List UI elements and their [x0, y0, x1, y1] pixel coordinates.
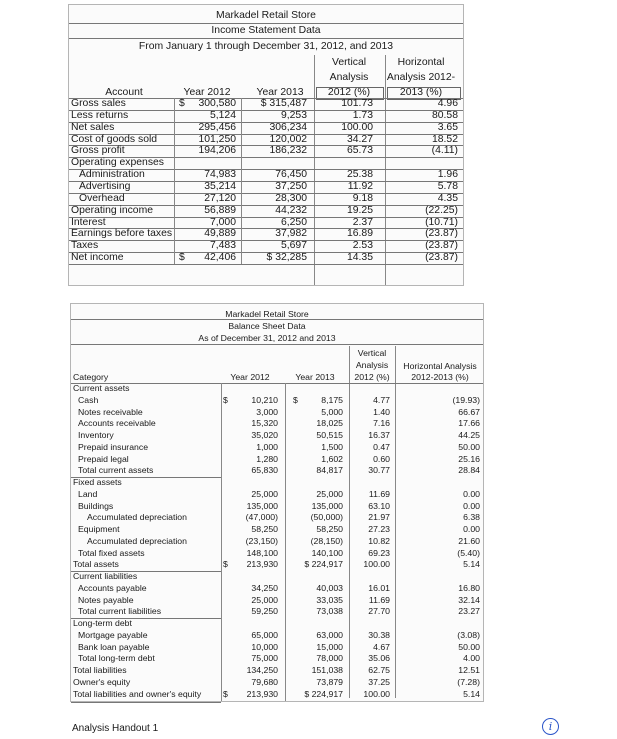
is-cell-horizontal: 80.58 — [431, 109, 458, 121]
is-cell-vertical: 1.73 — [352, 109, 373, 121]
is-cell-2012: 27,120 — [204, 192, 236, 204]
is-header-vertical: 2012 (%) — [327, 87, 371, 98]
bs-cell-horizontal: 6.38 — [463, 512, 480, 523]
bs-row-label: Notes payable — [78, 594, 134, 605]
is-row-label: Net income — [71, 252, 124, 264]
is-row-divider — [69, 217, 463, 218]
bs-col-divider — [285, 383, 286, 701]
bs-cell-2012: (23,150) — [245, 535, 278, 546]
is-cell-2013: $ 32,285 — [266, 252, 307, 264]
is-row-divider — [69, 264, 463, 265]
bs-cell-2012: 25,000 — [251, 488, 278, 499]
is-title-divider — [69, 23, 463, 24]
is-cell-2012: 56,889 — [204, 204, 236, 216]
is-header-year-2013: Year 2013 — [256, 87, 304, 98]
bs-row-label: Bank loan payable — [78, 641, 150, 652]
bs-cell-2013: (50,000) — [310, 512, 343, 523]
is-cell-2013: 186,232 — [269, 145, 307, 157]
bs-cell-vertical: 10.82 — [368, 535, 390, 546]
bs-currency-symbol: $ — [223, 688, 228, 699]
is-cell-2012: 194,206 — [198, 145, 236, 157]
is-cell-vertical: 25.38 — [346, 169, 373, 181]
bs-header-horizontal: 2012-2013 (%) — [411, 372, 469, 382]
is-cell-vertical: 19.25 — [346, 204, 373, 216]
bs-col-divider — [395, 346, 396, 698]
bs-cell-horizontal: 12.51 — [458, 665, 480, 676]
is-header-vertical: Analysis — [329, 72, 369, 83]
is-col-divider — [241, 98, 242, 264]
bs-row-label: Owner's equity — [73, 677, 131, 687]
is-col-divider — [174, 98, 175, 264]
bs-cell-vertical: 0.60 — [373, 453, 390, 464]
bs-currency-symbol: $ — [293, 394, 298, 405]
bs-header-vertical: Analysis — [355, 360, 389, 370]
is-cell-horizontal: 1.96 — [437, 169, 458, 181]
is-row-divider — [69, 145, 463, 146]
bs-cell-2012: 65,830 — [251, 465, 278, 476]
bs-cell-2012: 1,280 — [256, 453, 278, 464]
bs-cell-2013: 5,000 — [321, 406, 343, 417]
bs-row-label: Cash — [78, 394, 99, 405]
bs-cell-2013: 78,000 — [316, 653, 343, 664]
bs-cell-2013: 15,000 — [316, 641, 343, 652]
is-row-label: Operating income — [71, 204, 154, 216]
bs-cell-vertical: 4.67 — [373, 641, 390, 652]
bs-row-label: Equipment — [78, 524, 120, 535]
is-row-label: Advertising — [79, 181, 131, 193]
is-row-label: Overhead — [79, 192, 125, 204]
is-row-label: Earnings before taxes — [71, 228, 173, 240]
bs-cell-2013: 84,817 — [316, 465, 343, 476]
bs-cell-vertical: 7.16 — [373, 418, 390, 429]
is-row-divider — [69, 193, 463, 194]
bs-cell-2013: (28,150) — [310, 535, 343, 546]
bs-row-label: Prepaid legal — [78, 453, 129, 464]
bs-row-label: Prepaid insurance — [78, 441, 149, 452]
bs-cell-2012: 34,250 — [251, 582, 278, 593]
is-header-account: Account — [105, 87, 143, 98]
bs-row-label: Current assets — [73, 383, 130, 393]
bs-cell-2012: 65,000 — [251, 629, 278, 640]
bs-cell-vertical: 30.77 — [368, 465, 390, 476]
bs-cell-2012: 75,000 — [251, 653, 278, 664]
bs-row-label: Notes receivable — [78, 406, 143, 417]
is-cell-2012: 5,124 — [209, 109, 236, 121]
is-cell-horizontal: 4.35 — [437, 192, 458, 204]
bs-cell-horizontal: 25.16 — [458, 453, 480, 464]
bs-cell-vertical: 100.00 — [363, 688, 390, 699]
bs-cell-horizontal: 66.67 — [458, 406, 480, 417]
is-cell-2013: 37,982 — [275, 228, 307, 240]
is-cell-2012: 300,580 — [198, 98, 236, 109]
is-cell-horizontal: (10.71) — [425, 216, 458, 228]
bs-cell-2013: 140,100 — [311, 547, 343, 558]
is-cell-2012: 295,456 — [198, 121, 236, 133]
bs-cell-vertical: 11.69 — [368, 488, 390, 499]
is-row-label: Interest — [71, 216, 106, 228]
bs-row-label: Total assets — [73, 559, 119, 570]
bs-cell-2013: 40,003 — [316, 582, 343, 593]
bs-cell-2012: 10,210 — [251, 394, 278, 405]
bs-cell-2012: 148,100 — [246, 547, 278, 558]
bs-section-divider — [71, 477, 221, 478]
is-cell-vertical: 100.00 — [341, 121, 373, 133]
bs-cell-2012: 25,000 — [251, 594, 278, 605]
is-cell-vertical: 65.73 — [346, 145, 373, 157]
bs-cell-2012: 10,000 — [251, 641, 278, 652]
bs-cell-horizontal: 21.60 — [458, 535, 480, 546]
bs-cell-vertical: 4.77 — [373, 394, 390, 405]
is-cell-vertical: 11.92 — [347, 181, 373, 193]
is-row-label: Cost of goods sold — [71, 133, 158, 145]
bs-currency-symbol: $ — [223, 559, 228, 570]
is-cell-2013: 37,250 — [275, 181, 307, 193]
bs-cell-2012: 213,930 — [246, 559, 278, 570]
info-icon[interactable]: i — [542, 718, 559, 735]
bs-header-category: Category — [73, 372, 109, 382]
is-row-label: Less returns — [71, 109, 129, 121]
bs-cell-2013: 73,038 — [316, 606, 343, 617]
is-cell-horizontal: (23.87) — [425, 240, 458, 252]
is-cell-2013: 6,250 — [280, 216, 307, 228]
bs-cell-horizontal: 50.00 — [458, 641, 480, 652]
bs-cell-horizontal: 0.00 — [463, 488, 480, 499]
is-cell-2013: $ 315,487 — [260, 98, 307, 109]
bs-cell-2013: 50,515 — [316, 430, 343, 441]
bs-cell-2013: 73,879 — [316, 677, 343, 687]
is-row-divider — [69, 240, 463, 241]
bs-cell-vertical: 27.23 — [368, 524, 390, 535]
bs-section-divider — [71, 571, 221, 572]
is-cell-vertical: 2.37 — [352, 216, 373, 228]
bs-row-label: Accounts payable — [78, 582, 147, 593]
is-cell-vertical: 14.35 — [346, 252, 373, 264]
bs-cell-2013: $ 224,917 — [304, 559, 343, 570]
bs-cell-2013: $ 224,917 — [304, 688, 343, 699]
bs-cell-vertical: 11.69 — [368, 594, 390, 605]
bs-header-vertical: 2012 (%) — [354, 372, 390, 382]
footer-label: Analysis Handout 1 — [72, 723, 159, 734]
bs-cell-vertical: 63.10 — [368, 500, 390, 511]
bs-row-label: Current liabilities — [73, 571, 138, 582]
is-period: From January 1 through December 31, 2012, and 2013 — [138, 41, 394, 52]
bs-row-label: Land — [78, 488, 98, 499]
bs-row-label: Total fixed assets — [78, 547, 145, 558]
bs-row-label: Accounts receivable — [78, 418, 156, 429]
bs-cell-horizontal: (19.93) — [452, 394, 480, 405]
bs-cell-vertical: 27.70 — [368, 606, 390, 617]
is-currency-symbol: $ — [179, 252, 185, 264]
bs-cell-vertical: 1.40 — [373, 406, 390, 417]
bs-cell-2012: (47,000) — [245, 512, 278, 523]
bs-row-label: Accumulated depreciation — [87, 535, 187, 546]
is-cell-2012: 74,983 — [204, 169, 236, 181]
is-cell-vertical: 16.89 — [346, 228, 373, 240]
is-cell-2013: 9,253 — [280, 109, 307, 121]
bs-header-year-2012: Year 2012 — [230, 372, 270, 382]
bs-row-label: Total current liabilities — [78, 606, 162, 617]
is-cell-vertical: 101.73 — [341, 98, 373, 109]
bs-cell-vertical: 16.01 — [368, 582, 390, 593]
bs-cell-vertical: 69.23 — [368, 547, 390, 558]
is-header-horizontal: 2013 (%) — [399, 87, 443, 98]
is-header-horizontal: Analysis 2012- — [386, 72, 456, 83]
bs-cell-2012: 35,020 — [251, 430, 278, 441]
bs-cell-2012: 134,250 — [246, 665, 278, 676]
bs-row-divider — [71, 702, 221, 703]
bs-col-divider — [349, 346, 350, 698]
bs-row-label: Mortgage payable — [78, 629, 148, 640]
bs-cell-2013: 18,025 — [316, 418, 343, 429]
bs-cell-vertical: 0.47 — [373, 441, 390, 452]
bs-cell-vertical: 37.25 — [368, 677, 390, 687]
is-cell-horizontal: 5.78 — [437, 181, 458, 193]
is-cell-2012: 49,889 — [204, 228, 236, 240]
bs-row-label: Total liabilities — [73, 665, 127, 676]
bs-cell-2013: 8,175 — [321, 394, 343, 405]
balance-sheet-table — [70, 303, 484, 702]
bs-currency-symbol: $ — [223, 394, 228, 405]
is-cell-2013: 5,697 — [280, 240, 307, 252]
bs-cell-vertical: 21.97 — [368, 512, 390, 523]
is-cell-vertical: 34.27 — [346, 133, 373, 145]
is-title-divider — [69, 38, 463, 39]
bs-cell-horizontal: 32.14 — [458, 594, 480, 605]
bs-row-label: Accumulated depreciation — [87, 512, 187, 523]
bs-cell-vertical: 100.00 — [363, 559, 390, 570]
bs-cell-vertical: 62.75 — [368, 665, 390, 676]
bs-cell-horizontal: 50.00 — [458, 441, 480, 452]
is-currency-symbol: $ — [179, 98, 185, 109]
bs-cell-horizontal: 5.14 — [463, 559, 480, 570]
bs-section-divider — [71, 383, 221, 384]
bs-cell-2012: 79,680 — [251, 677, 278, 687]
income-statement-table — [68, 4, 464, 286]
is-cell-2012: 101,250 — [198, 133, 236, 145]
bs-title-divider — [71, 319, 483, 320]
bs-row-label: Total liabilities and owner's equity — [73, 688, 202, 699]
bs-cell-horizontal: 16.80 — [458, 582, 480, 593]
bs-header-horizontal: Horizontal Analysis — [403, 361, 477, 371]
is-cell-horizontal: (4.11) — [431, 145, 458, 157]
bs-title: Balance Sheet Data — [228, 321, 306, 331]
bs-cell-horizontal: 5.14 — [463, 688, 480, 699]
bs-row-label: Buildings — [78, 500, 114, 511]
is-cell-2013: 76,450 — [275, 169, 307, 181]
is-row-label: Gross sales — [71, 98, 126, 109]
bs-cell-2013: 25,000 — [316, 488, 343, 499]
is-cell-2012: 7,000 — [209, 216, 236, 228]
bs-col-divider — [221, 383, 222, 701]
bs-cell-vertical: 35.06 — [368, 653, 390, 664]
bs-cell-horizontal: 17.66 — [458, 418, 480, 429]
bs-row-label: Inventory — [78, 430, 114, 441]
bs-row-label: Total long-term debt — [78, 653, 155, 664]
is-row-label: Net sales — [71, 121, 115, 133]
is-cell-vertical: 9.18 — [352, 192, 373, 204]
bs-cell-horizontal: 0.00 — [463, 500, 480, 511]
bs-cell-2012: 213,930 — [246, 688, 278, 699]
bs-row-label: Long-term debt — [73, 618, 132, 629]
bs-header-vertical: Vertical — [357, 348, 387, 358]
is-cell-horizontal: 4.96 — [437, 98, 458, 109]
bs-cell-2012: 3,000 — [256, 406, 278, 417]
is-header-horizontal: Horizontal — [397, 57, 445, 68]
is-header-year-2012: Year 2012 — [183, 87, 231, 98]
is-cell-horizontal: (22.25) — [425, 204, 458, 216]
is-cell-2012: 35,214 — [204, 181, 236, 193]
is-row-label: Operating expenses — [71, 157, 164, 169]
bs-row-label: Fixed assets — [73, 477, 122, 488]
bs-cell-horizontal: (7.28) — [457, 677, 480, 687]
is-cell-2012: 42,406 — [204, 252, 236, 264]
bs-cell-2013: 1,500 — [321, 441, 343, 452]
bs-cell-horizontal: 28.84 — [458, 465, 480, 476]
bs-header-year-2013: Year 2013 — [295, 372, 335, 382]
bs-cell-horizontal: 44.25 — [458, 430, 480, 441]
bs-cell-vertical: 16.37 — [368, 430, 390, 441]
bs-cell-2012: 15,320 — [251, 418, 278, 429]
bs-cell-2013: 63,000 — [316, 629, 343, 640]
bs-cell-horizontal: 0.00 — [463, 524, 480, 535]
bs-cell-2013: 33,035 — [316, 594, 343, 605]
is-cell-horizontal: 3.65 — [437, 121, 458, 133]
is-cell-horizontal: (23.87) — [425, 252, 458, 264]
is-header-vertical: Vertical — [331, 57, 367, 68]
is-cell-2012: 7,483 — [209, 240, 236, 252]
is-row-label: Taxes — [71, 240, 99, 252]
bs-cell-2012: 59,250 — [251, 606, 278, 617]
bs-cell-horizontal: 23.27 — [458, 606, 480, 617]
bs-company-name: Markadel Retail Store — [225, 309, 309, 319]
bs-cell-2012: 58,250 — [251, 524, 278, 535]
bs-cell-2012: 1,000 — [256, 441, 278, 452]
bs-row-label: Total current assets — [78, 465, 154, 476]
bs-cell-horizontal: (3.08) — [457, 629, 480, 640]
bs-cell-2013: 135,000 — [311, 500, 343, 511]
bs-section-divider — [71, 618, 221, 619]
is-row-label: Gross profit — [71, 145, 125, 157]
is-cell-2013: 44,232 — [275, 204, 307, 216]
is-cell-vertical: 2.53 — [352, 240, 373, 252]
is-company-name: Markadel Retail Store — [216, 10, 316, 21]
is-row-divider — [69, 122, 463, 123]
is-row-label: Administration — [79, 169, 145, 181]
bs-cell-2013: 58,250 — [316, 524, 343, 535]
bs-cell-2013: 151,038 — [311, 665, 343, 676]
is-cell-2013: 28,300 — [275, 192, 307, 204]
bs-cell-vertical: 30.38 — [368, 629, 390, 640]
is-cell-2013: 120,002 — [269, 133, 307, 145]
bs-cell-horizontal: (5.40) — [457, 547, 480, 558]
bs-cell-2012: 135,000 — [246, 500, 278, 511]
bs-date: As of December 31, 2012 and 2013 — [198, 333, 336, 343]
bs-title-divider — [71, 344, 483, 345]
bs-cell-2013: 1,602 — [321, 453, 343, 464]
is-cell-horizontal: (23.87) — [425, 228, 458, 240]
is-cell-horizontal: 18.52 — [431, 133, 458, 145]
is-title: Income Statement Data — [211, 25, 321, 36]
bs-cell-horizontal: 4.00 — [463, 653, 480, 664]
is-cell-2013: 306,234 — [269, 121, 307, 133]
